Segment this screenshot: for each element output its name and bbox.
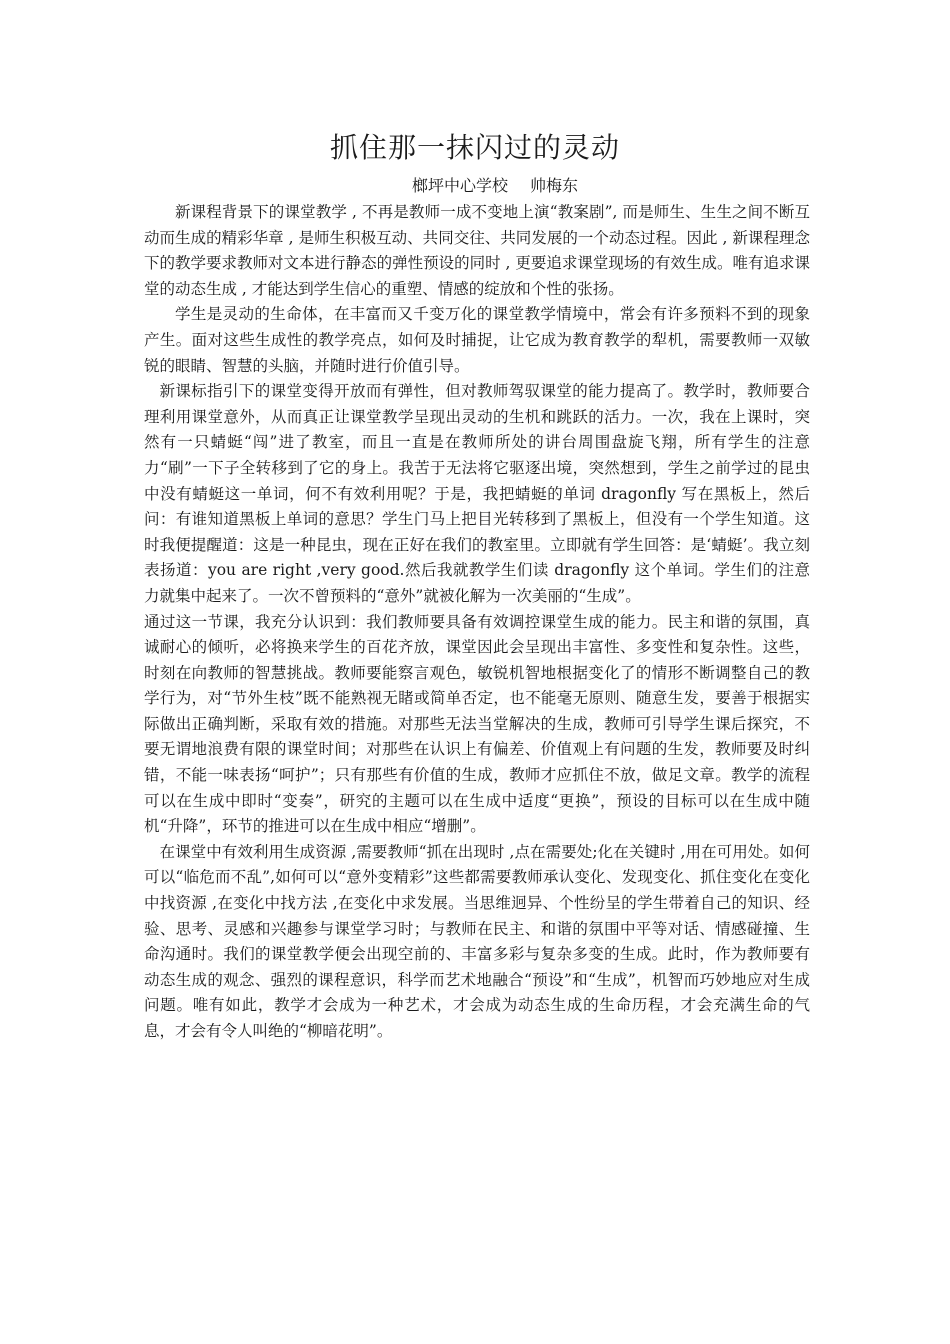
paragraph: 在课堂中有效利用生成资源 ,需要教师“抓在出现时 ,点在需要处;化在关键时 ,用在可用处。如何可以“临危而不乱”,如何可以“意外变精彩”这些都需要教师承认变化、发现变化、抓住变化在变化中找资源 ,在变化中找方法 ,在变化中求发展。当思维迥异、个性纷呈的学生带着自己的知识、经验、思考、灵感和兴趣参与课堂学习时；与教师在民主、和谐的氛围中平等对话、情感碰撞、生命沟通时。我们的课堂教学便会出现空前的、丰富多彩与复杂多变的生成。此时，作为教师要有动态生成的观念、强烈的课程意识，科学而艺术地融合“预设”和“生成”，机智而巧妙地应对生成问题。唯有如此，教学才会成为一种艺术，才会成为动态生成的生命历程，才会充满生命的气息，才会有令人叫绝的“柳暗花明”。 — [144, 842, 810, 1040]
author-name: 帅梅东 — [530, 176, 579, 195]
school-name: 榔坪中心学校 — [411, 176, 508, 195]
article-body — [144, 200, 810, 1045]
paragraph: 新课程背景下的课堂教学 , 不再是教师一成不变地上演“教案剧”, 而是师生、生生之间不断互动而生成的精彩华章 , 是师生积极互动、共同交往、共同发展的一个动态过程。因此 , 新课程理念下的教学要求教师对文本进行静态的弹性预设的同时 , 更要追求课堂现场的有效生成。唯有追求课堂的动态生成 , 才能达到学生信心的重塑、情感的绽放和个性的张扬。 — [144, 203, 810, 298]
paragraph: 新课标指引下的课堂变得开放而有弹性，但对教师驾驭课堂的能力提高了。教学时，教师要合理利用课堂意外，从而真正让课堂教学呈现出灵动的生机和跳跃的活力。一次，我在上课时，突然有一只蜻蜓“闯”进了教室，而且一直是在教师所处的讲台周围盘旋飞翔，所有学生的注意力“刷”一下子全转移到了它的身上。我苦于无法将它驱逐出境，突然想到，学生之前学过的昆虫中没有蜻蜓这一单词，何不有效利用呢？于是，我把蜻蜓的单词 dragonfly 写在黑板上，然后问：有谁知道黑板上单词的意思？学生门马上把目光转移到了黑板上，但没有一个学生知道。这时我便提醒道：这是一种昆虫，现在正好在我们的教室里。立即就有学生回答：是‘蜻蜓’。我立刻表扬道：you are right ,very good.然后我就教学生们读 dragonfly 这个单词。学生们的注意力就集中起来了。一次不曾预料的“意外”就被化解为一次美丽的“生成”。 — [144, 382, 810, 605]
byline — [0, 174, 950, 198]
page-title: 抓住那一抹闪过的灵动 — [329, 131, 620, 164]
paragraph: 通过这一节课，我充分认识到：我们教师要具备有效调控课堂生成的能力。民主和谐的氛围，真诚耐心的倾听，必将换来学生的百花齐放，课堂因此会呈现出丰富性、多变性和复杂性。这些，时刻在向教师的智慧挑战。教师要能察言观色，敏锐机智地根据变化了的情形不断调整自己的教学行为，对“节外生枝”既不能熟视无睹或简单否定，也不能毫无原则、随意生发，要善于根据实际做出正确判断，采取有效的措施。对那些无法当堂解决的生成，教师可引导学生课后探究，不要无谓地浪费有限的课堂时间；对那些在认识上有偏差、价值观上有问题的生发，教师要及时纠错，不能一味表扬“呵护”；只有那些有价值的生成，教师才应抓住不放，做足文章。教学的流程可以在生成中即时“变奏”，研究的主题可以在生成中适度“更换”，预设的目标可以在生成中随机“升降”，环节的推进可以在生成中相应“增删”。 — [144, 612, 810, 836]
paragraph: 学生是灵动的生命体，在丰富而又千变万化的课堂教学情境中，常会有许多预料不到的现象产生。面对这些生成性的教学亮点，如何及时捕捉，让它成为教育教学的犁机，需要教师一双敏锐的眼睛、智慧的头脑，并随时进行价值引导。 — [144, 305, 810, 375]
